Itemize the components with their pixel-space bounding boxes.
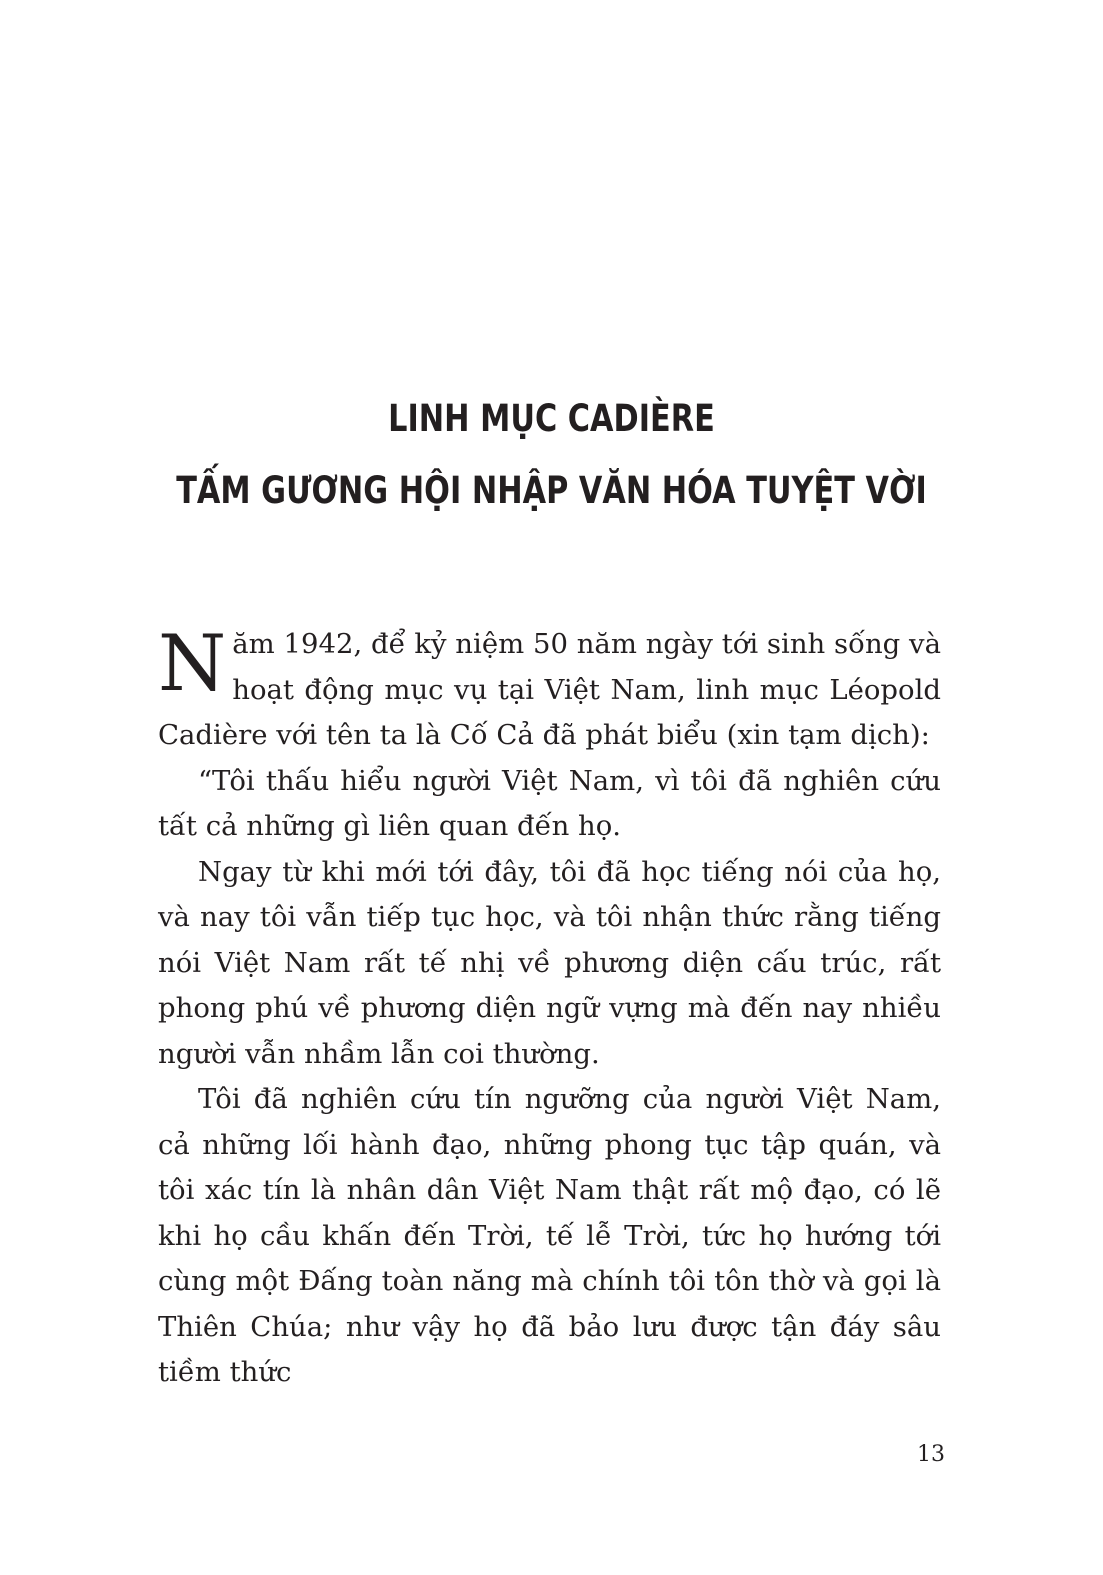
chapter-body	[158, 619, 941, 1396]
paragraph-4: Tôi đã nghiên cứu tín ngưỡng của người Việt Nam, cả những lối hành đạo, những phong tục tập quán, và tôi xác tín là nhân dân Việt Nam thật rất mộ đạo, có lẽ khi họ cầu khấn đến Trời, tế lễ Trời, tức họ hướng tới cùng một Đấng toàn năng mà chính tôi tôn thờ và gọi là Thiên Chúa; như vậy họ đã bảo lưu được tận đáy sâu tiềm thức	[158, 1083, 941, 1388]
chapter-title	[99, 383, 1003, 527]
paragraph-3: Ngay từ khi mới tới đây, tôi đã học tiếng nói của họ, và nay tôi vẫn tiếp tục học, và tôi nhận thức rằng tiếng nói Việt Nam rất tế nhị về phương diện cấu trúc, rất phong phú về phương diện ngữ vựng mà đến nay nhiều người vẫn nhầm lẫn coi thường.	[158, 855, 941, 1070]
chapter-title-line-2: TẤM GƯƠNG HỘI NHẬP VĂN HÓA TUYỆT VỜI	[176, 469, 927, 512]
paragraph-1	[158, 619, 941, 759]
chapter-title-line-1: LINH MỤC CADIÈRE	[388, 397, 715, 440]
drop-cap: N	[158, 619, 227, 709]
paragraph-1-text: ăm 1942, để kỷ niệm 50 năm ngày tới sinh sống và hoạt động mục vụ tại Việt Nam, linh mục Léopold Cadière với tên ta là Cố Cả đã phát biểu (xin tạm dịch):	[158, 628, 941, 751]
page-number: 13	[917, 1442, 945, 1467]
paragraph-2: “Tôi thấu hiểu người Việt Nam, vì tôi đã nghiên cứu tất cả những gì liên quan đến họ.	[158, 764, 941, 842]
